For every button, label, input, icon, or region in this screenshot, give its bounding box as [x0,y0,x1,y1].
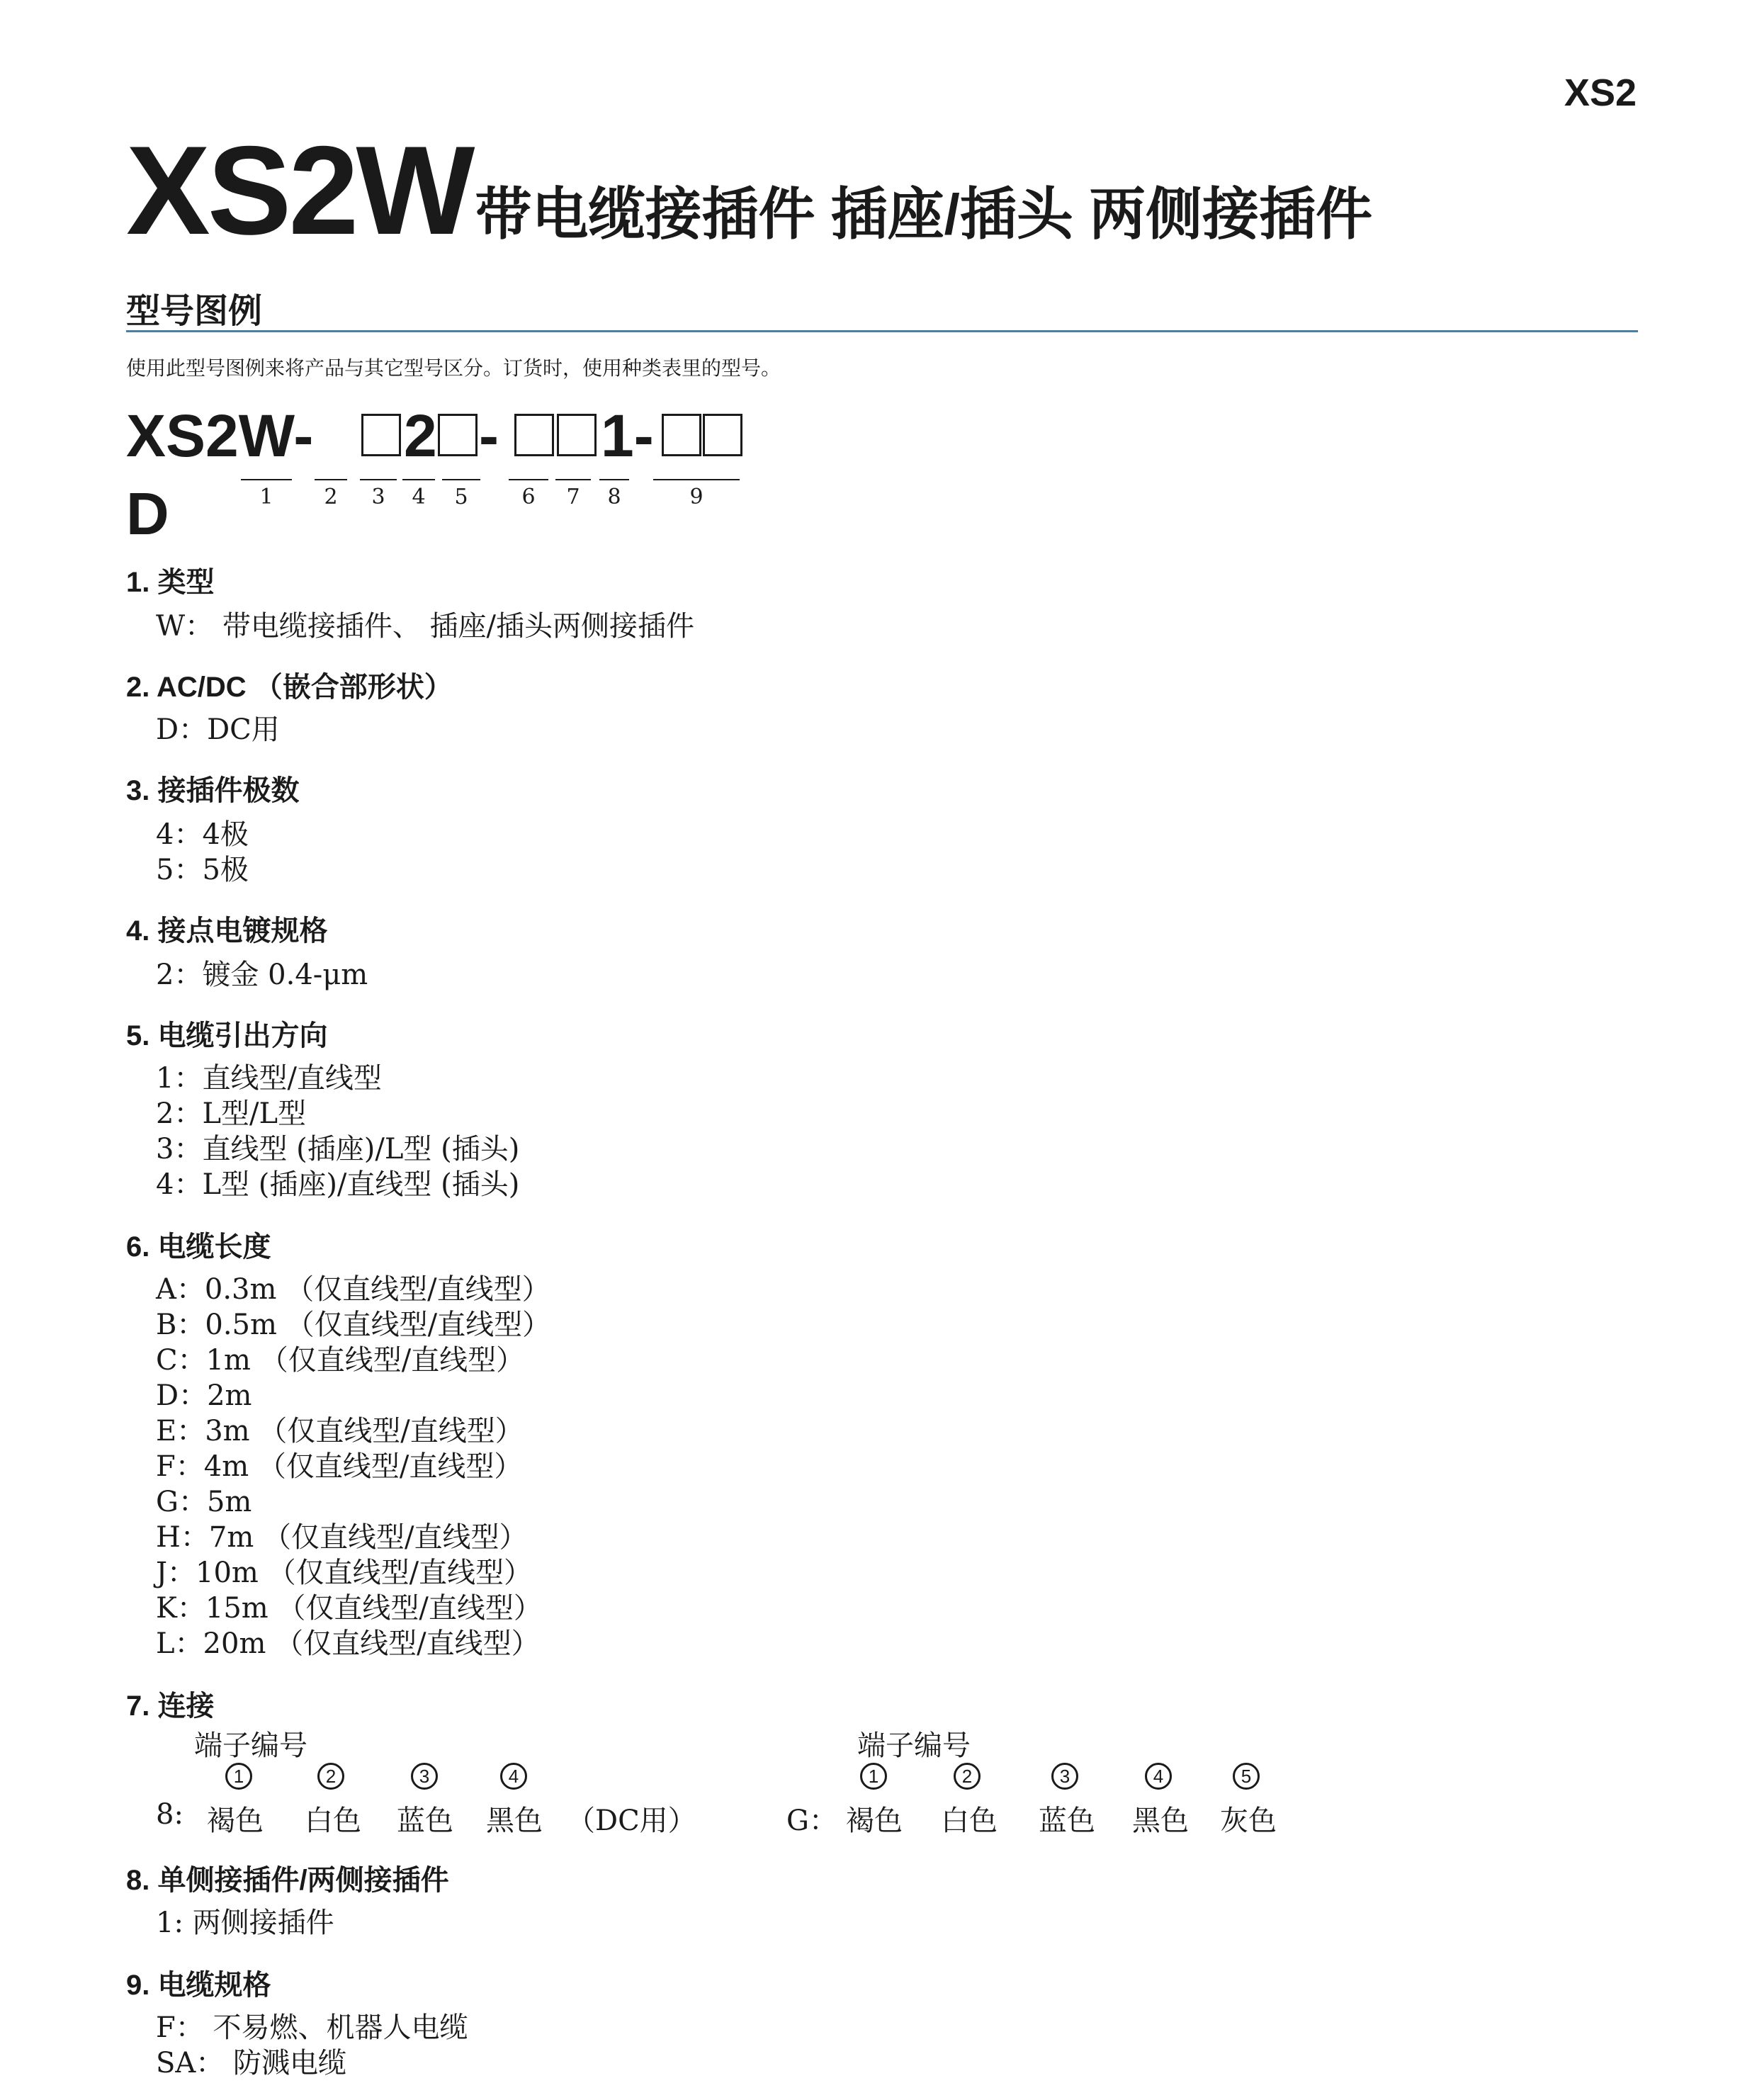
placeholder-box [662,414,701,456]
option: 3：直线型 (插座)/L型 (插头) [156,1133,520,1165]
placeholder-box [703,414,742,456]
terminal-number: 1 [225,1763,252,1790]
position-underline [442,479,480,480]
item-heading-type: 1. 类型 [126,567,215,598]
position-number: 5 [454,485,468,509]
title-model: XS2W [126,120,473,261]
terminal-number: 2 [317,1763,344,1790]
position-underline [360,479,397,480]
intro-text: 使用此型号图例来将产品与其它型号区分。订货时，使用种类表里的型号。 [126,356,781,380]
option: F： 不易燃、机器人电缆 [156,2011,468,2044]
placeholder-box [361,414,401,456]
position-number: 8 [607,485,621,509]
option: K：15m （仅直线型/直线型） [156,1592,542,1625]
option: 1：直线型/直线型 [156,1062,382,1095]
terminal-number: 4 [1145,1763,1172,1790]
model-code-dash: - [479,402,499,469]
position-underline [315,479,347,480]
option: A：0.3m （仅直线型/直线型） [156,1273,550,1306]
position-number: 2 [324,485,338,509]
wire-color: 白色 [941,1805,998,1837]
item-heading-direction: 5. 电缆引出方向 [126,1020,328,1051]
position-number: 7 [566,485,580,509]
model-code-prefix: XS2W-D [126,402,314,547]
position-number: 6 [521,485,536,509]
option: D：2m [156,1379,252,1412]
terminal-number: 4 [500,1763,527,1790]
option: 2：L型/L型 [156,1097,307,1130]
option: C：1m （仅直线型/直线型） [156,1344,525,1377]
position-underline [241,479,292,480]
wire-color: 黑色 [486,1805,543,1837]
terminal-number: 2 [954,1763,981,1790]
wire-color: 褐色 [207,1805,264,1837]
position-underline [555,479,591,480]
wire-color: 黑色 [1132,1805,1189,1837]
option: 5：5极 [156,854,249,886]
corner-product-label: XS2 [1564,72,1637,114]
placeholder-box [514,414,554,456]
position-number: 9 [689,485,704,509]
option: F：4m （仅直线型/直线型） [156,1450,523,1483]
option: 2：镀金 0.4-μm [156,959,368,991]
item-heading-poles: 3. 接插件极数 [126,775,300,806]
terminal-number: 5 [1233,1763,1260,1790]
wire-color: 褐色 [846,1805,903,1837]
item-heading-connection: 7. 连接 [126,1690,215,1722]
option: 4：L型 (插座)/直线型 (插头) [156,1168,520,1201]
model-code-suffix: 1- [601,402,654,469]
terminal-number: 1 [860,1763,887,1790]
item-heading-sides: 8. 单侧接插件/两侧接插件 [126,1865,449,1896]
terminal-number: 3 [411,1763,438,1790]
position-number: 4 [412,485,426,509]
position-underline [402,479,435,480]
item-heading-length: 6. 电缆长度 [126,1231,271,1263]
option: 1: 两侧接插件 [156,1907,334,1939]
wire-color: 蓝色 [1039,1805,1095,1837]
option: E：3m （仅直线型/直线型） [156,1415,524,1447]
position-number: 3 [371,485,385,509]
position-underline [509,479,548,480]
terminal-label-left: 端子编号 [194,1729,307,1762]
option: 4：4极 [156,818,249,851]
title-description: 带电缆接插件 插座/插头 两侧接插件 [475,183,1373,246]
placeholder-box [557,414,597,456]
page-title [126,120,1373,261]
option: D：DC用 [156,713,280,746]
section-divider [126,330,1638,332]
connection-note: （DC用） [567,1805,696,1837]
terminal-number: 3 [1051,1763,1078,1790]
connection-code-right: G： [786,1805,837,1837]
position-number: 1 [259,485,273,509]
item-heading-acdc: 2. AC/DC （嵌合部形状） [126,672,453,703]
position-underline [653,479,740,480]
position-underline [599,479,629,480]
wire-color: 蓝色 [397,1805,453,1837]
option: B：0.5m （仅直线型/直线型） [156,1309,551,1341]
placeholder-box [438,414,478,456]
section-heading: 型号图例 [126,293,263,330]
option: H：7m （仅直线型/直线型） [156,1521,528,1554]
item-heading-plating: 4. 接点电镀规格 [126,915,328,947]
option: J：10m （仅直线型/直线型） [156,1557,533,1589]
item-heading-cable-spec: 9. 电缆规格 [126,1970,271,2001]
option: SA： 防溅电缆 [156,2047,347,2079]
wire-color: 白色 [305,1805,361,1837]
option: G：5m [156,1486,252,1518]
wire-color: 灰色 [1220,1805,1277,1837]
model-code-fixed: 2 [404,402,437,469]
option: W： 带电缆接插件、 插座/插头两侧接插件 [156,610,695,643]
connection-code-left: 8: [156,1798,183,1831]
terminal-label-right: 端子编号 [857,1729,971,1762]
option: L：20m （仅直线型/直线型） [156,1627,540,1660]
